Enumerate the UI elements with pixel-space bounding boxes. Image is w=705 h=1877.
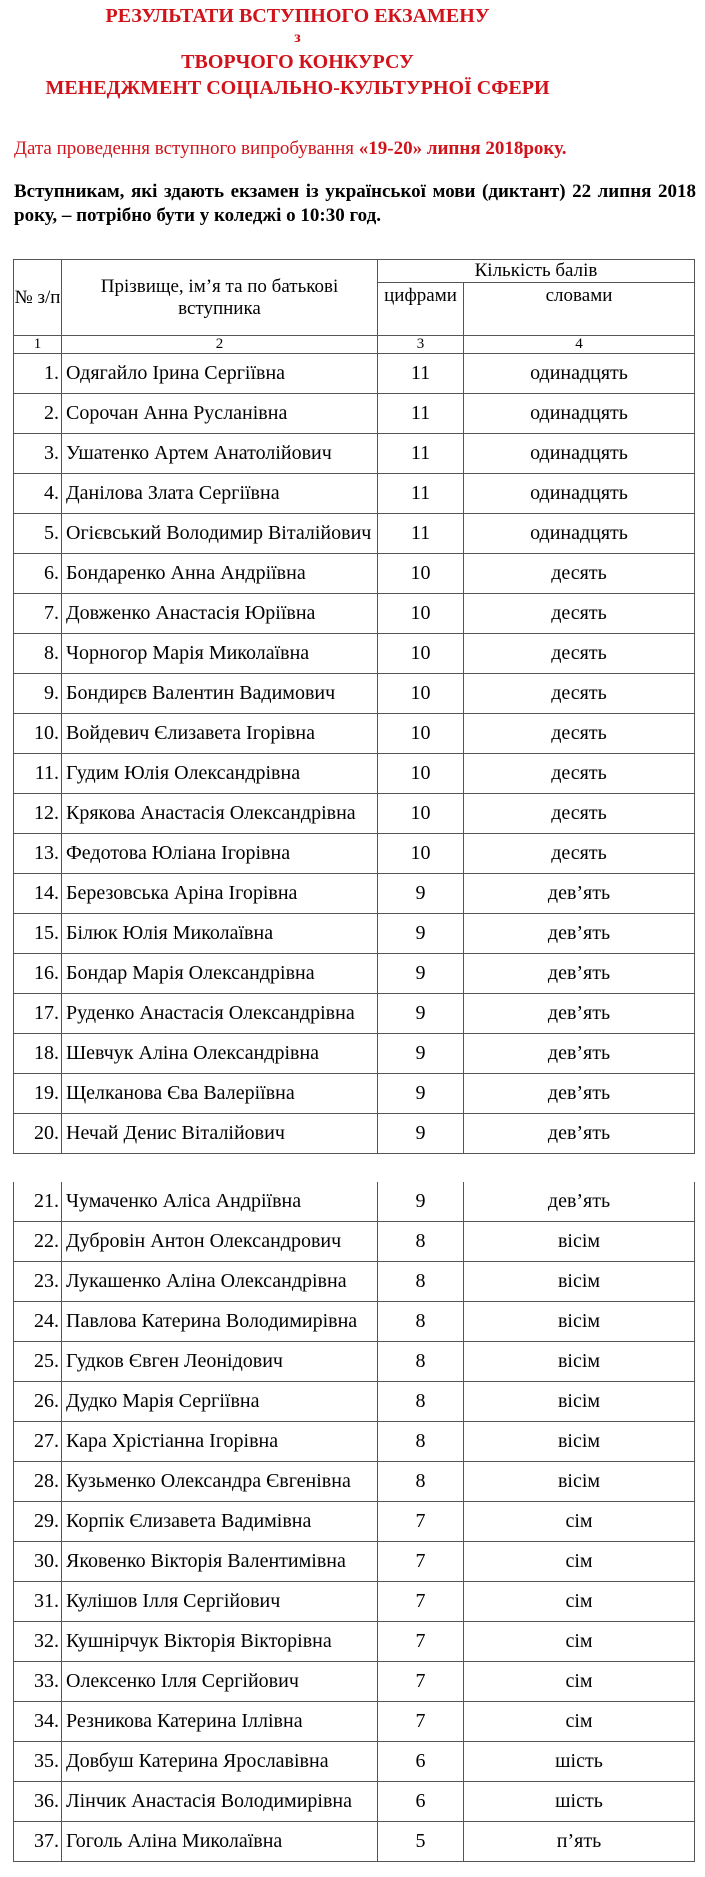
applicant-name: Лінчик Анастасія Володимирівна — [62, 1782, 378, 1822]
score-words: десять — [464, 594, 695, 634]
table-row — [14, 514, 695, 554]
score-digits: 9 — [378, 1182, 464, 1222]
table-row — [14, 994, 695, 1034]
table-row — [14, 1782, 695, 1822]
score-digits: 10 — [378, 554, 464, 594]
row-number: 28. — [14, 1462, 62, 1502]
score-digits: 10 — [378, 834, 464, 874]
score-digits: 7 — [378, 1582, 464, 1622]
applicant-name: Шевчук Аліна Олександрівна — [62, 1034, 378, 1074]
table-row — [14, 594, 695, 634]
table-row — [14, 1582, 695, 1622]
score-words: дев’ять — [464, 874, 695, 914]
score-words: сім — [464, 1622, 695, 1662]
title-line-4: МЕНЕДЖМЕНТ СОЦІАЛЬНО-КУЛЬТУРНОЇ СФЕРИ — [45, 77, 550, 99]
score-digits: 9 — [378, 914, 464, 954]
score-words: дев’ять — [464, 954, 695, 994]
applicant-name: Кузьменко Олександра Євгенівна — [62, 1462, 378, 1502]
row-number: 11. — [14, 754, 62, 794]
score-words: вісім — [464, 1342, 695, 1382]
row-number: 3. — [14, 434, 62, 474]
applicant-name: Кара Хрістіанна Ігорівна — [62, 1422, 378, 1462]
row-number: 23. — [14, 1262, 62, 1302]
table-row — [14, 1182, 695, 1222]
score-words: вісім — [464, 1462, 695, 1502]
score-words: дев’ять — [464, 1034, 695, 1074]
score-words: вісім — [464, 1222, 695, 1262]
row-number: 1. — [14, 354, 62, 394]
header-words: словами — [464, 283, 695, 336]
table-row — [14, 794, 695, 834]
table-row — [14, 674, 695, 714]
row-number: 30. — [14, 1542, 62, 1582]
row-number: 29. — [14, 1502, 62, 1542]
row-number: 7. — [14, 594, 62, 634]
row-number: 18. — [14, 1034, 62, 1074]
score-words: десять — [464, 554, 695, 594]
row-number: 12. — [14, 794, 62, 834]
score-digits: 11 — [378, 434, 464, 474]
score-digits: 8 — [378, 1342, 464, 1382]
table-row — [14, 554, 695, 594]
table-row — [14, 434, 695, 474]
score-words: сім — [464, 1582, 695, 1622]
score-digits: 7 — [378, 1502, 464, 1542]
table-row — [14, 714, 695, 754]
exam-date-line — [14, 138, 566, 160]
score-words: десять — [464, 794, 695, 834]
applicant-name: Гудим Юлія Олександрівна — [62, 754, 378, 794]
score-words: дев’ять — [464, 1114, 695, 1154]
row-number: 21. — [14, 1182, 62, 1222]
row-number: 22. — [14, 1222, 62, 1262]
applicant-name: Яковенко Вікторія Валентимівна — [62, 1542, 378, 1582]
score-digits: 5 — [378, 1822, 464, 1862]
score-digits: 6 — [378, 1782, 464, 1822]
table-row — [14, 754, 695, 794]
score-digits: 10 — [378, 754, 464, 794]
score-digits: 10 — [378, 634, 464, 674]
row-number: 10. — [14, 714, 62, 754]
table-row — [14, 1742, 695, 1782]
score-digits: 9 — [378, 1114, 464, 1154]
applicant-name: Гудков Євген Леонідович — [62, 1342, 378, 1382]
table-row — [14, 1382, 695, 1422]
header-digits: цифрами — [378, 283, 464, 336]
row-number: 31. — [14, 1582, 62, 1622]
applicant-name: Олексенко Ілля Сергійович — [62, 1662, 378, 1702]
table-row — [14, 1702, 695, 1742]
score-digits: 11 — [378, 514, 464, 554]
column-number-1: 1 — [14, 336, 62, 354]
score-digits: 7 — [378, 1702, 464, 1742]
score-digits: 8 — [378, 1382, 464, 1422]
applicant-name: Білюк Юлія Миколаївна — [62, 914, 378, 954]
score-digits: 11 — [378, 354, 464, 394]
score-words: одинадцять — [464, 514, 695, 554]
score-digits: 6 — [378, 1742, 464, 1782]
table-row — [14, 1422, 695, 1462]
score-digits: 7 — [378, 1622, 464, 1662]
score-words: одинадцять — [464, 474, 695, 514]
applicant-name: Сорочан Анна Русланівна — [62, 394, 378, 434]
score-words: дев’ять — [464, 1182, 695, 1222]
row-number: 16. — [14, 954, 62, 994]
table-row — [14, 394, 695, 434]
applicant-name: Лукашенко Аліна Олександрівна — [62, 1262, 378, 1302]
score-words: сім — [464, 1702, 695, 1742]
score-digits: 8 — [378, 1222, 464, 1262]
row-number: 34. — [14, 1702, 62, 1742]
exam-date-prefix: Дата проведення вступного випробування — [14, 138, 359, 159]
table-row — [14, 1342, 695, 1382]
score-words: шість — [464, 1742, 695, 1782]
score-digits: 7 — [378, 1662, 464, 1702]
score-digits: 9 — [378, 994, 464, 1034]
results-table-part-1 — [13, 259, 695, 1154]
score-digits: 10 — [378, 674, 464, 714]
applicant-name: Щелканова Єва Валеріївна — [62, 1074, 378, 1114]
score-digits: 9 — [378, 954, 464, 994]
score-words: одинадцять — [464, 354, 695, 394]
applicant-name: Березовська Аріна Ігорівна — [62, 874, 378, 914]
row-number: 9. — [14, 674, 62, 714]
table-row — [14, 474, 695, 514]
row-number: 25. — [14, 1342, 62, 1382]
score-words: шість — [464, 1782, 695, 1822]
applicant-name: Довженко Анастасія Юріївна — [62, 594, 378, 634]
applicant-name: Федотова Юліана Ігорівна — [62, 834, 378, 874]
score-words: десять — [464, 714, 695, 754]
score-words: десять — [464, 834, 695, 874]
column-number-2: 2 — [62, 336, 378, 354]
row-number: 17. — [14, 994, 62, 1034]
score-words: сім — [464, 1662, 695, 1702]
score-words: десять — [464, 754, 695, 794]
results-table-part-2 — [13, 1182, 695, 1862]
table-row — [14, 1462, 695, 1502]
row-number: 4. — [14, 474, 62, 514]
table-row — [14, 1622, 695, 1662]
header-name: Прізвище, ім’я та по батькові вступника — [62, 260, 378, 336]
applicant-name: Кушнірчук Вікторія Вікторівна — [62, 1622, 378, 1662]
score-words: одинадцять — [464, 394, 695, 434]
applicant-name: Руденко Анастасія Олександрівна — [62, 994, 378, 1034]
score-words: вісім — [464, 1422, 695, 1462]
score-words: дев’ять — [464, 914, 695, 954]
score-digits: 11 — [378, 474, 464, 514]
table-row — [14, 1074, 695, 1114]
applicant-name: Ушатенко Артем Анатолійович — [62, 434, 378, 474]
row-number: 35. — [14, 1742, 62, 1782]
header-score-group: Кількість балів — [378, 260, 695, 283]
row-number: 8. — [14, 634, 62, 674]
applicant-name: Бондар Марія Олександрівна — [62, 954, 378, 994]
applicant-name: Корпік Єлизавета Вадимівна — [62, 1502, 378, 1542]
applicant-name: Чумаченко Аліса Андріївна — [62, 1182, 378, 1222]
applicant-name: Крякова Анастасія Олександрівна — [62, 794, 378, 834]
row-number: 24. — [14, 1302, 62, 1342]
score-words: десять — [464, 634, 695, 674]
table-row — [14, 1222, 695, 1262]
table-row — [14, 954, 695, 994]
score-digits: 8 — [378, 1302, 464, 1342]
dictation-notice: Вступникам, які здають екзамен із української мови (диктант) 22 липня 2018 року, – потрібно бути у коледжі о 10:30 год. — [14, 181, 696, 226]
score-words: п’ять — [464, 1822, 695, 1862]
row-number: 33. — [14, 1662, 62, 1702]
applicant-name: Данілова Злата Сергіївна — [62, 474, 378, 514]
row-number: 19. — [14, 1074, 62, 1114]
applicant-name: Нечай Денис Віталійович — [62, 1114, 378, 1154]
score-digits: 10 — [378, 714, 464, 754]
score-digits: 10 — [378, 594, 464, 634]
applicant-name: Одягайло Ірина Сергіївна — [62, 354, 378, 394]
table-row — [14, 834, 695, 874]
score-words: сім — [464, 1502, 695, 1542]
score-words: вісім — [464, 1302, 695, 1342]
row-number: 15. — [14, 914, 62, 954]
row-number: 32. — [14, 1622, 62, 1662]
score-digits: 11 — [378, 394, 464, 434]
title-line-3: ТВОРЧОГО КОНКУРСУ — [181, 51, 414, 73]
applicant-name: Огієвський Володимир Віталійович — [62, 514, 378, 554]
table-row — [14, 914, 695, 954]
row-number: 37. — [14, 1822, 62, 1862]
applicant-name: Гоголь Аліна Миколаївна — [62, 1822, 378, 1862]
applicant-name: Павлова Катерина Володимирівна — [62, 1302, 378, 1342]
score-words: сім — [464, 1542, 695, 1582]
row-number: 14. — [14, 874, 62, 914]
row-number: 26. — [14, 1382, 62, 1422]
score-words: одинадцять — [464, 434, 695, 474]
column-number-4: 4 — [464, 336, 695, 354]
score-digits: 9 — [378, 874, 464, 914]
applicant-name: Войдевич Єлизавета Ігорівна — [62, 714, 378, 754]
applicant-name: Дудко Марія Сергіївна — [62, 1382, 378, 1422]
table-row — [14, 354, 695, 394]
score-words: дев’ять — [464, 1074, 695, 1114]
applicant-name: Довбуш Катерина Ярославівна — [62, 1742, 378, 1782]
score-digits: 10 — [378, 794, 464, 834]
table-row — [14, 874, 695, 914]
title-line-1: РЕЗУЛЬТАТИ ВСТУПНОГО ЕКЗАМЕНУ — [105, 5, 490, 27]
table-row — [14, 1302, 695, 1342]
row-number: 36. — [14, 1782, 62, 1822]
score-digits: 9 — [378, 1074, 464, 1114]
applicant-name: Чорногор Марія Миколаївна — [62, 634, 378, 674]
applicant-name: Резникова Катерина Іллівна — [62, 1702, 378, 1742]
score-digits: 8 — [378, 1262, 464, 1302]
table-row — [14, 1662, 695, 1702]
score-digits: 8 — [378, 1422, 464, 1462]
score-digits: 7 — [378, 1542, 464, 1582]
applicant-name: Бондирєв Валентин Вадимович — [62, 674, 378, 714]
column-number-3: 3 — [378, 336, 464, 354]
score-words: вісім — [464, 1262, 695, 1302]
table-row — [14, 1034, 695, 1074]
applicant-name: Бондаренко Анна Андріївна — [62, 554, 378, 594]
table-row — [14, 1542, 695, 1582]
score-digits: 9 — [378, 1034, 464, 1074]
applicant-name: Кулішов Ілля Сергійович — [62, 1582, 378, 1622]
score-words: вісім — [464, 1382, 695, 1422]
row-number: 20. — [14, 1114, 62, 1154]
table-row — [14, 634, 695, 674]
row-number: 5. — [14, 514, 62, 554]
score-words: десять — [464, 674, 695, 714]
row-number: 13. — [14, 834, 62, 874]
table-row — [14, 1114, 695, 1154]
table-row — [14, 1502, 695, 1542]
exam-date-value: «19-20» липня 2018року. — [358, 138, 567, 159]
row-number: 2. — [14, 394, 62, 434]
score-digits: 8 — [378, 1462, 464, 1502]
applicant-name: Дубровін Антон Олександрович — [62, 1222, 378, 1262]
table-row — [14, 1822, 695, 1862]
row-number: 27. — [14, 1422, 62, 1462]
header-number: № з/п — [14, 260, 62, 336]
row-number: 6. — [14, 554, 62, 594]
score-words: дев’ять — [464, 994, 695, 1034]
title-line-2: з — [294, 29, 301, 46]
table-row — [14, 1262, 695, 1302]
